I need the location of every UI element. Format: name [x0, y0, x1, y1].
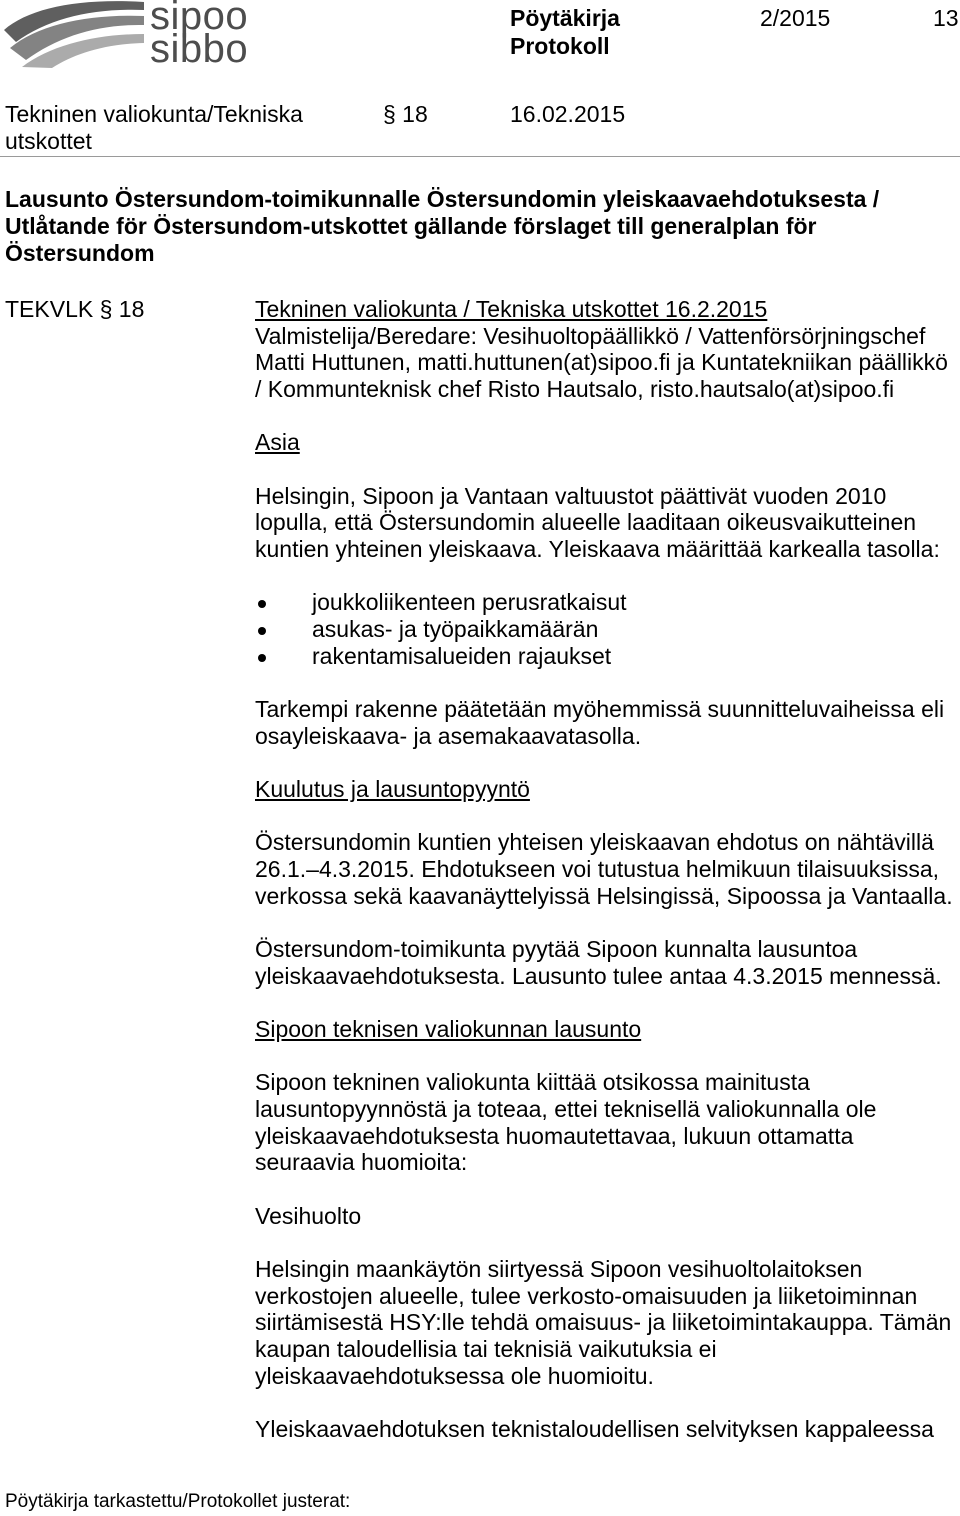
paragraph-line: Östersundomin kuntien yhteisen yleiskaavan ehdotus on nähtävillä: [255, 829, 934, 856]
paragraph-line: lopulla, että Östersundomin alueelle laaditaan oikeusvaikutteinen: [255, 509, 917, 536]
subheading-water: [255, 1203, 953, 1230]
list-item-text: asukas- ja työpaikkamäärän: [312, 616, 599, 643]
meeting-date: 16.02.2015: [510, 101, 626, 127]
list-item: [255, 589, 953, 616]
paragraph-line: yleiskaavaehdotuksesta huomautettavaa, lukuun ottamatta: [255, 1122, 854, 1149]
document-type-fi: Pöytäkirja: [510, 5, 620, 31]
document-number: 2/2015: [760, 5, 831, 31]
page-number: 13: [933, 5, 959, 31]
paragraph-line: Tarkempi rakenne päätetään myöhemmissä suunnitteluvaiheissa eli: [255, 696, 945, 723]
asia-intro: [255, 483, 953, 563]
paragraph-line: 26.1.–4.3.2015. Ehdotukseen voi tutustua helmikuun tilaisuuksissa,: [255, 856, 940, 883]
announcement-exhibition: [255, 829, 953, 909]
title-line: Lausunto Östersundom-toimikunnalle Östersundomin yleiskaavaehdotuksesta /: [5, 186, 880, 212]
section-heading-statement: [255, 1016, 953, 1043]
paragraph-line: Helsingin, Sipoon ja Vantaan valtuustot päättivät vuoden 2010: [255, 482, 887, 509]
preparer-line: / Kommunteknisk chef Risto Hautsalo, risto.hautsalo(at)sipoo.fi: [255, 376, 895, 403]
paragraph-line: kaupan taloudellisia tai teknisiä vaikutuksia ei: [255, 1336, 717, 1363]
title-line: Östersundom: [5, 240, 155, 266]
list-item-text: rakentamisalueiden rajaukset: [312, 642, 612, 669]
header-divider: [0, 156, 960, 157]
paragraph-line: verkostojen alueelle, tulee verkosto-omaisuuden ja liiketoiminnan: [255, 1282, 918, 1309]
paragraph-line: osayleiskaava- ja asemakaavatasolla.: [255, 722, 642, 749]
logo-text-sv: sibbo: [150, 27, 249, 71]
logo-text-fi: sipoo: [150, 0, 249, 38]
case-meta: [255, 296, 953, 403]
case-body: [255, 296, 953, 1443]
preparer-line: Valmistelija/Beredare: Vesihuoltopäällikkö / Vattenförsörjningschef: [255, 322, 926, 349]
paragraph-line: lausuntopyynnöstä ja toteaa, ettei teknisellä valiokunnalla ole: [255, 1096, 877, 1123]
title-line: Utlåtande för Östersundom-utskottet gällande förslaget till generalplan för: [5, 213, 817, 239]
asia-detail: [255, 696, 953, 749]
paragraph-line: Yleiskaavaehdotuksen teknistaloudellisen selvityksen kappaleessa: [255, 1416, 934, 1443]
section-heading-announcement: [255, 776, 953, 803]
list-item-text: joukkoliikenteen perusratkaisut: [312, 589, 627, 616]
logo-swoosh-icon: [4, 0, 144, 68]
paragraph-line: Helsingin maankäytön siirtyessä Sipoon vesihuoltolaitoksen: [255, 1256, 863, 1283]
section-heading: Kuulutus ja lausuntopyyntö: [255, 776, 530, 803]
section-heading-asia: [255, 429, 953, 456]
document-title: [5, 186, 879, 267]
paragraph-line: verkossa sekä kaavanäyttelyissä Helsingissä, Sipoossa ja Vantaalla.: [255, 882, 953, 909]
paragraph-line: Östersundom-toimikunta pyytää Sipoon kunnalta lausuntoa: [255, 936, 858, 963]
logo-wordmark: [150, 0, 249, 71]
bullet-icon: [258, 627, 266, 635]
bullet-icon: [258, 600, 266, 608]
statement-water: [255, 1256, 953, 1389]
subheading: Vesihuolto: [255, 1202, 362, 1229]
preparer-line: Matti Huttunen, matti.huttunen(at)sipoo.fi ja Kuntatekniikan päällikkö: [255, 349, 948, 376]
statement-intro: [255, 1069, 953, 1176]
paragraph-line: Sipoon tekninen valiokunta kiittää otsikossa mainitusta: [255, 1069, 810, 1096]
statement-continuation: [255, 1416, 953, 1443]
committee-name-line: Tekninen valiokunta/Tekniska: [5, 101, 303, 127]
section-number: § 18: [383, 101, 428, 127]
document-type: [510, 4, 620, 60]
section-heading: Sipoon teknisen valiokunnan lausunto: [255, 1016, 642, 1043]
bullet-list: [255, 589, 953, 669]
paragraph-line: seuraavia huomioita:: [255, 1149, 468, 1176]
section-heading: Asia: [255, 429, 300, 456]
bullet-icon: [258, 654, 266, 662]
document-type-sv: Protokoll: [510, 33, 610, 59]
footer-checked-label: Pöytäkirja tarkastettu/Protokollet justerat:: [5, 1491, 351, 1512]
announcement-request: [255, 936, 953, 989]
paragraph-line: siirtämisestä HSY:lle tehdä omaisuus- ja liiketoimintakauppa. Tämän: [255, 1309, 952, 1336]
meeting-reference: Tekninen valiokunta / Tekniska utskottet 16.2.2015: [255, 296, 768, 322]
list-item: [255, 643, 953, 670]
committee-name-line: utskottet: [5, 128, 92, 154]
sipoo-logo-mark: [4, 0, 144, 68]
paragraph-line: kuntien yhteinen yleiskaava. Yleiskaava määrittää karkealla tasolla:: [255, 536, 940, 563]
case-code: TEKVLK § 18: [5, 296, 145, 322]
list-item: [255, 616, 953, 643]
paragraph-line: yleiskaavaehdotuksessa ole huomioitu.: [255, 1362, 654, 1389]
paragraph-line: yleiskaavaehdotuksesta. Lausunto tulee antaa 4.3.2015 mennessä.: [255, 962, 942, 989]
committee-name: [5, 101, 303, 155]
